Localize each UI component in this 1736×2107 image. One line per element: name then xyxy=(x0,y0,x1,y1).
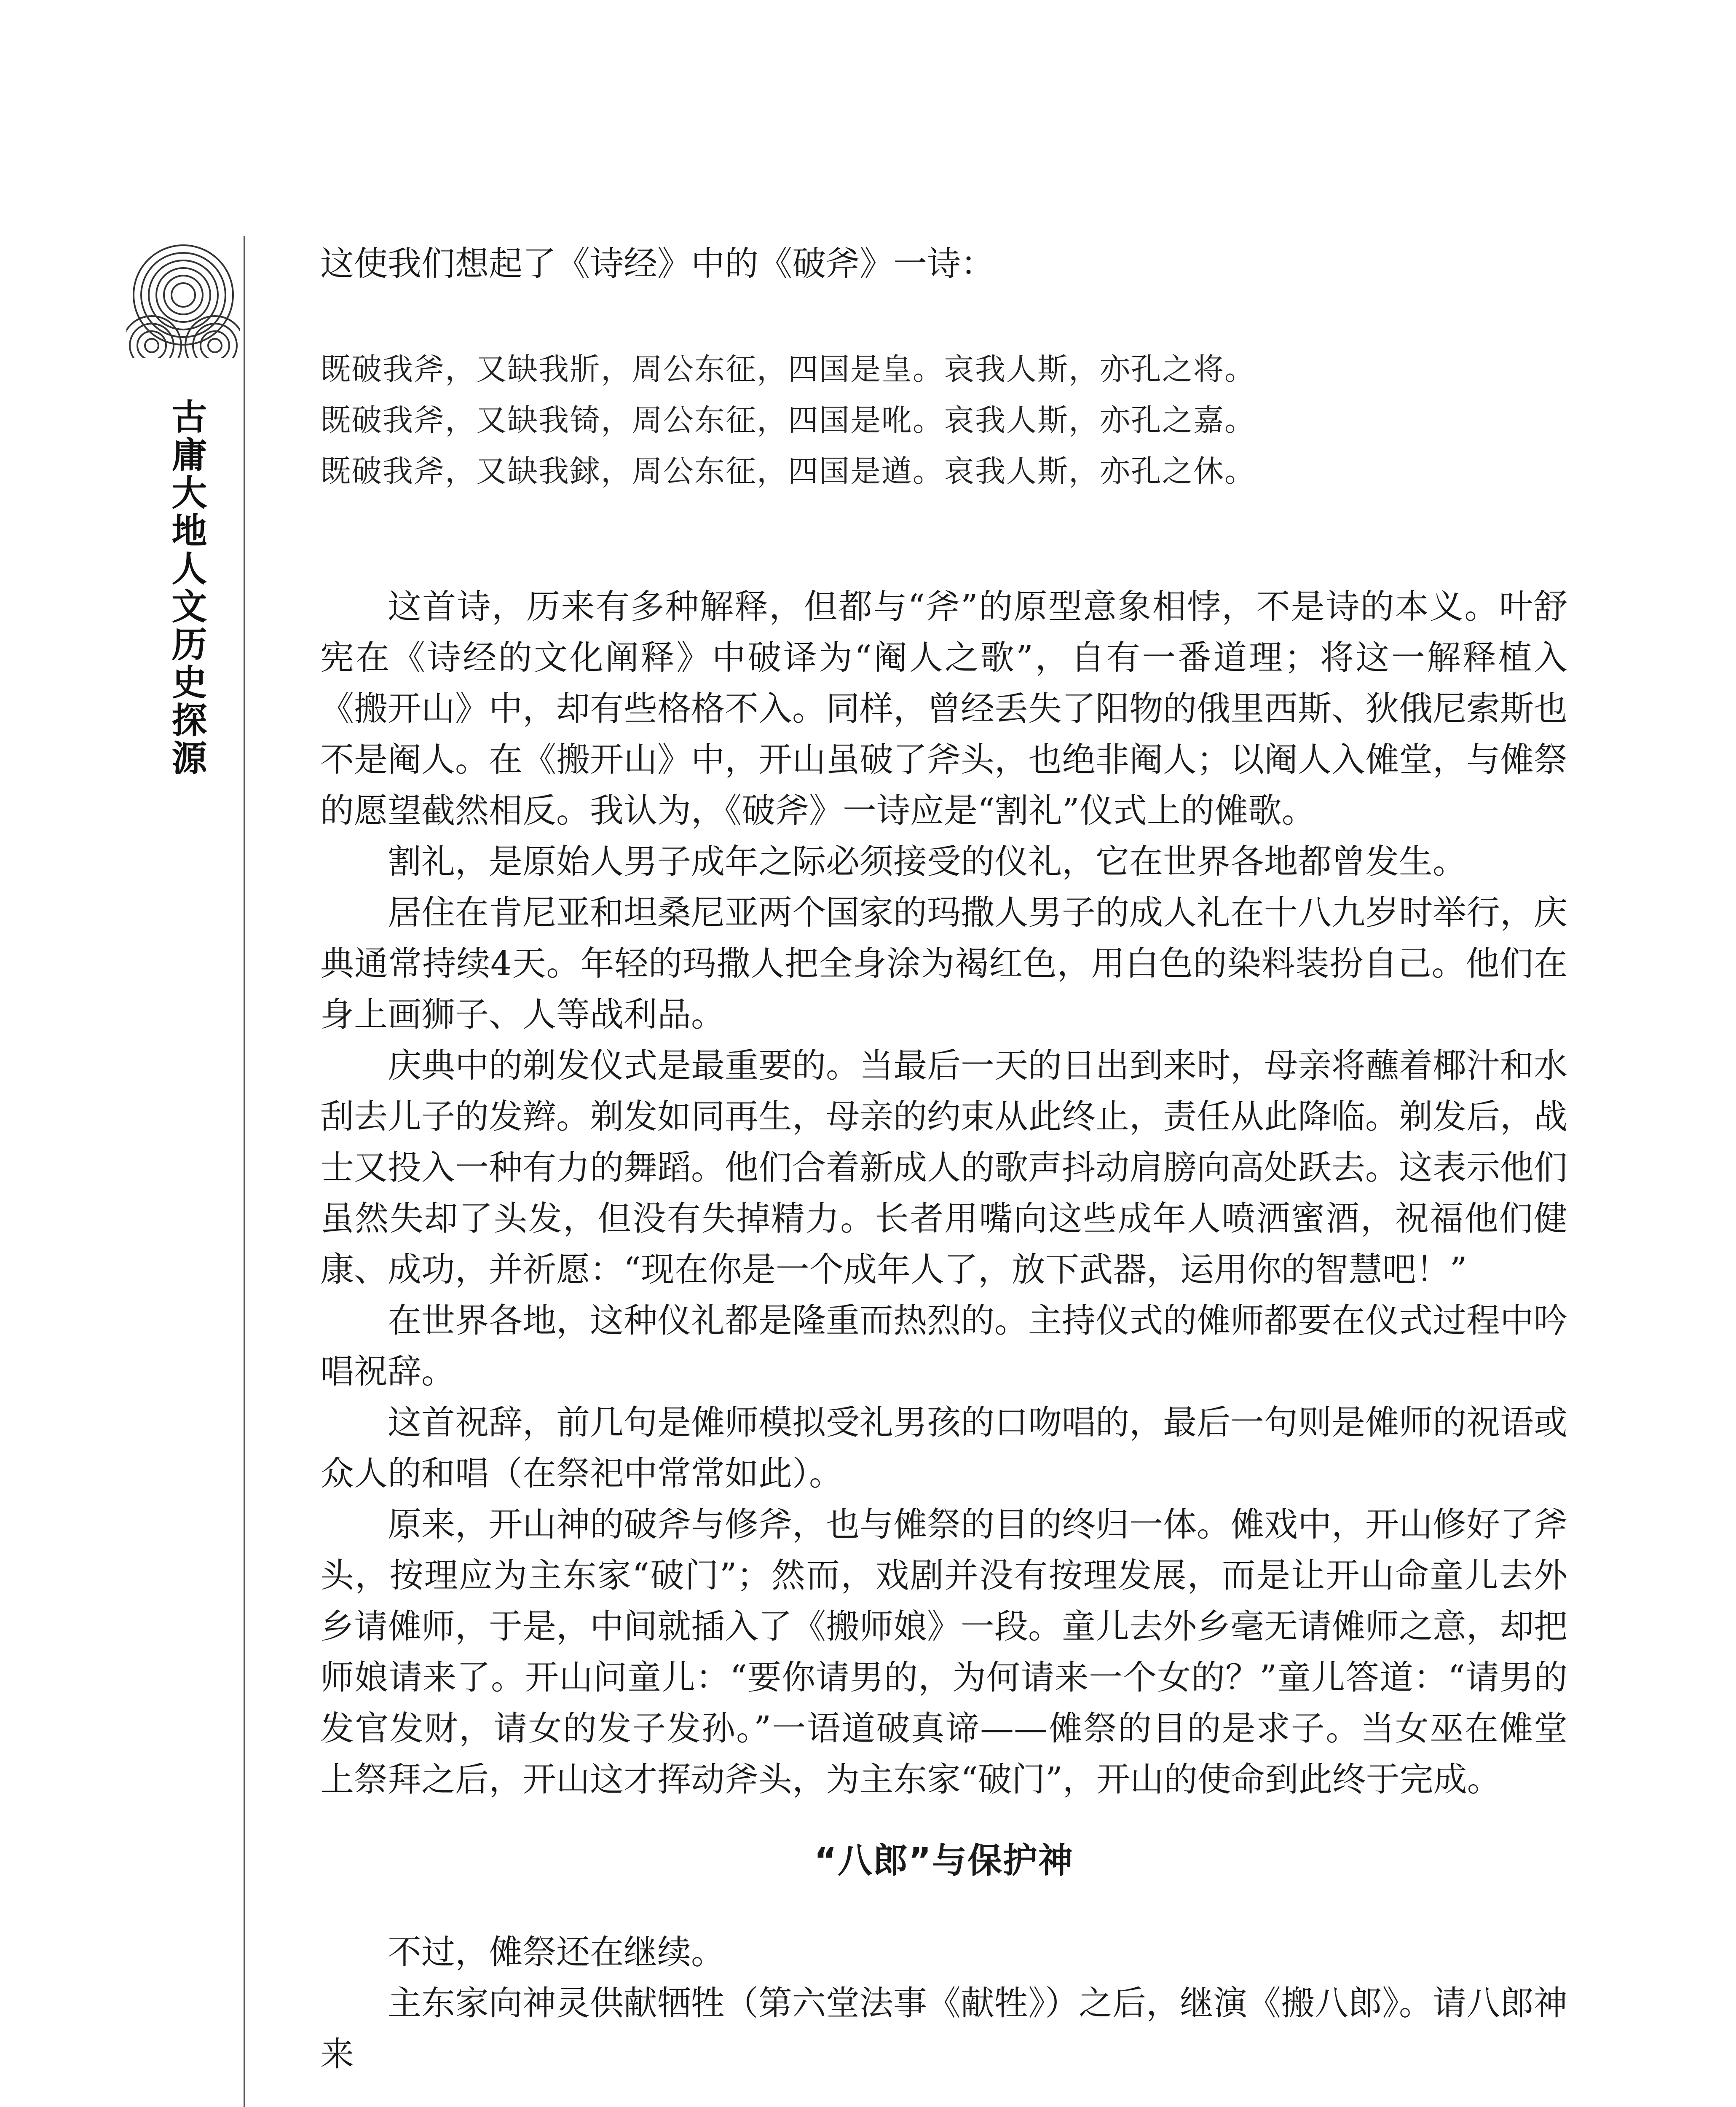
paragraph: 在世界各地，这种仪礼都是隆重而热烈的。主持仪式的傩师都要在仪式过程中吟唱祝辞。 xyxy=(320,1301,1567,1391)
paragraph: 这首诗，历来有多种解释，但都与“斧”的原型意象相悖，不是诗的本义。叶舒宪在《诗经的文化阐释》中破译为“阉人之歌”，自有一番道理；将这一解释植入《搬开山》中，却有些格格不入。同样，曾经丢失了阳物的俄里西斯、狄俄尼索斯也不是阉人。在《搬开山》中，开山虽破了斧头，也绝非阉人；以阉人入傩堂，与傩祭的愿望截然相反。我认为，《破斧》一诗应是“割礼”仪式上的傩歌。 xyxy=(320,587,1567,830)
paragraph: 割礼，是原始人男子成年之际必须接受的仪礼，它在世界各地都曾发生。 xyxy=(388,842,1466,881)
paragraph: 居住在肯尼亚和坦桑尼亚两个国家的玛撒人男子的成人礼在十八九岁时举行，庆典通常持续4天。年轻的玛撒人把全身涂为褐红色，用白色的染料装扮自己。他们在身上画狮子、人等战利品。 xyxy=(320,893,1567,1034)
margin-rule xyxy=(244,236,245,2107)
paragraph: 原来，开山神的破斧与修斧，也与傩祭的目的终归一体。傩戏中，开山修好了斧头，按理应为主东家“破门”；然而，戏剧并没有按理发展，而是让开山命童儿去外乡请傩师，于是，中间就插入了《搬师娘》一段。童儿去外乡毫无请傩师之意，却把师娘请来了。开山问童儿：“要你请男的，为何请来一个女的？”童儿答道：“请男的发官发财，请女的发子发孙。”一语道破真谛——傩祭的目的是求子。当女巫在傩堂上祭拜之后，开山这才挥动斧头，为主东家“破门”，开山的使命到此终于完成。 xyxy=(320,1505,1567,1799)
paragraph: 主东家向神灵供献牺牲（第六堂法事《献牲》）之后，继演《搬八郎》。请八郎神来 xyxy=(320,1984,1567,2074)
cloud-ornament-icon xyxy=(126,232,240,388)
poem-block xyxy=(320,344,1567,497)
poem-line: 既破我斧，又缺我锜，周公东征，四国是吪。哀我人斯，亦孔之嘉。 xyxy=(320,402,1256,438)
poem-line: 既破我斧，又缺我銶，周公东征，四国是遒。哀我人斯，亦孔之休。 xyxy=(320,453,1256,489)
section-heading: “八郎”与保护神 xyxy=(814,1841,1074,1881)
poem-line: 既破我斧，又缺我斨，周公东征，四国是皇。哀我人斯，亦孔之将。 xyxy=(320,351,1256,387)
paragraph: 不过，傩祭还在继续。 xyxy=(388,1933,725,1972)
paragraph: 庆典中的剃发仪式是最重要的。当最后一天的日出到来时，母亲将蘸着椰汁和水刮去儿子的发辫。剃发如同再生，母亲的约束从此终止，责任从此降临。剃发后，战士又投入一种有力的舞蹈。他们合着新成人的歌声抖动肩膀向高处跃去。这表示他们虽然失却了头发，但没有失掉精力。长者用嘴向这些成年人喷洒蜜酒，祝福他们健康、成功，并祈愿：“现在你是一个成年人了，放下武器，运用你的智慧吧！” xyxy=(320,1046,1567,1289)
running-title: 古庸大地人文历史探源 xyxy=(166,398,207,777)
main-text xyxy=(320,238,1567,2080)
paragraph: 这首祝辞，前几句是傩师模拟受礼男孩的口吻唱的，最后一句则是傩师的祝语或众人的和唱（在祭祀中常常如此）。 xyxy=(320,1403,1567,1493)
intro-line: 这使我们想起了《诗经》中的《破斧》一诗： xyxy=(320,244,994,283)
